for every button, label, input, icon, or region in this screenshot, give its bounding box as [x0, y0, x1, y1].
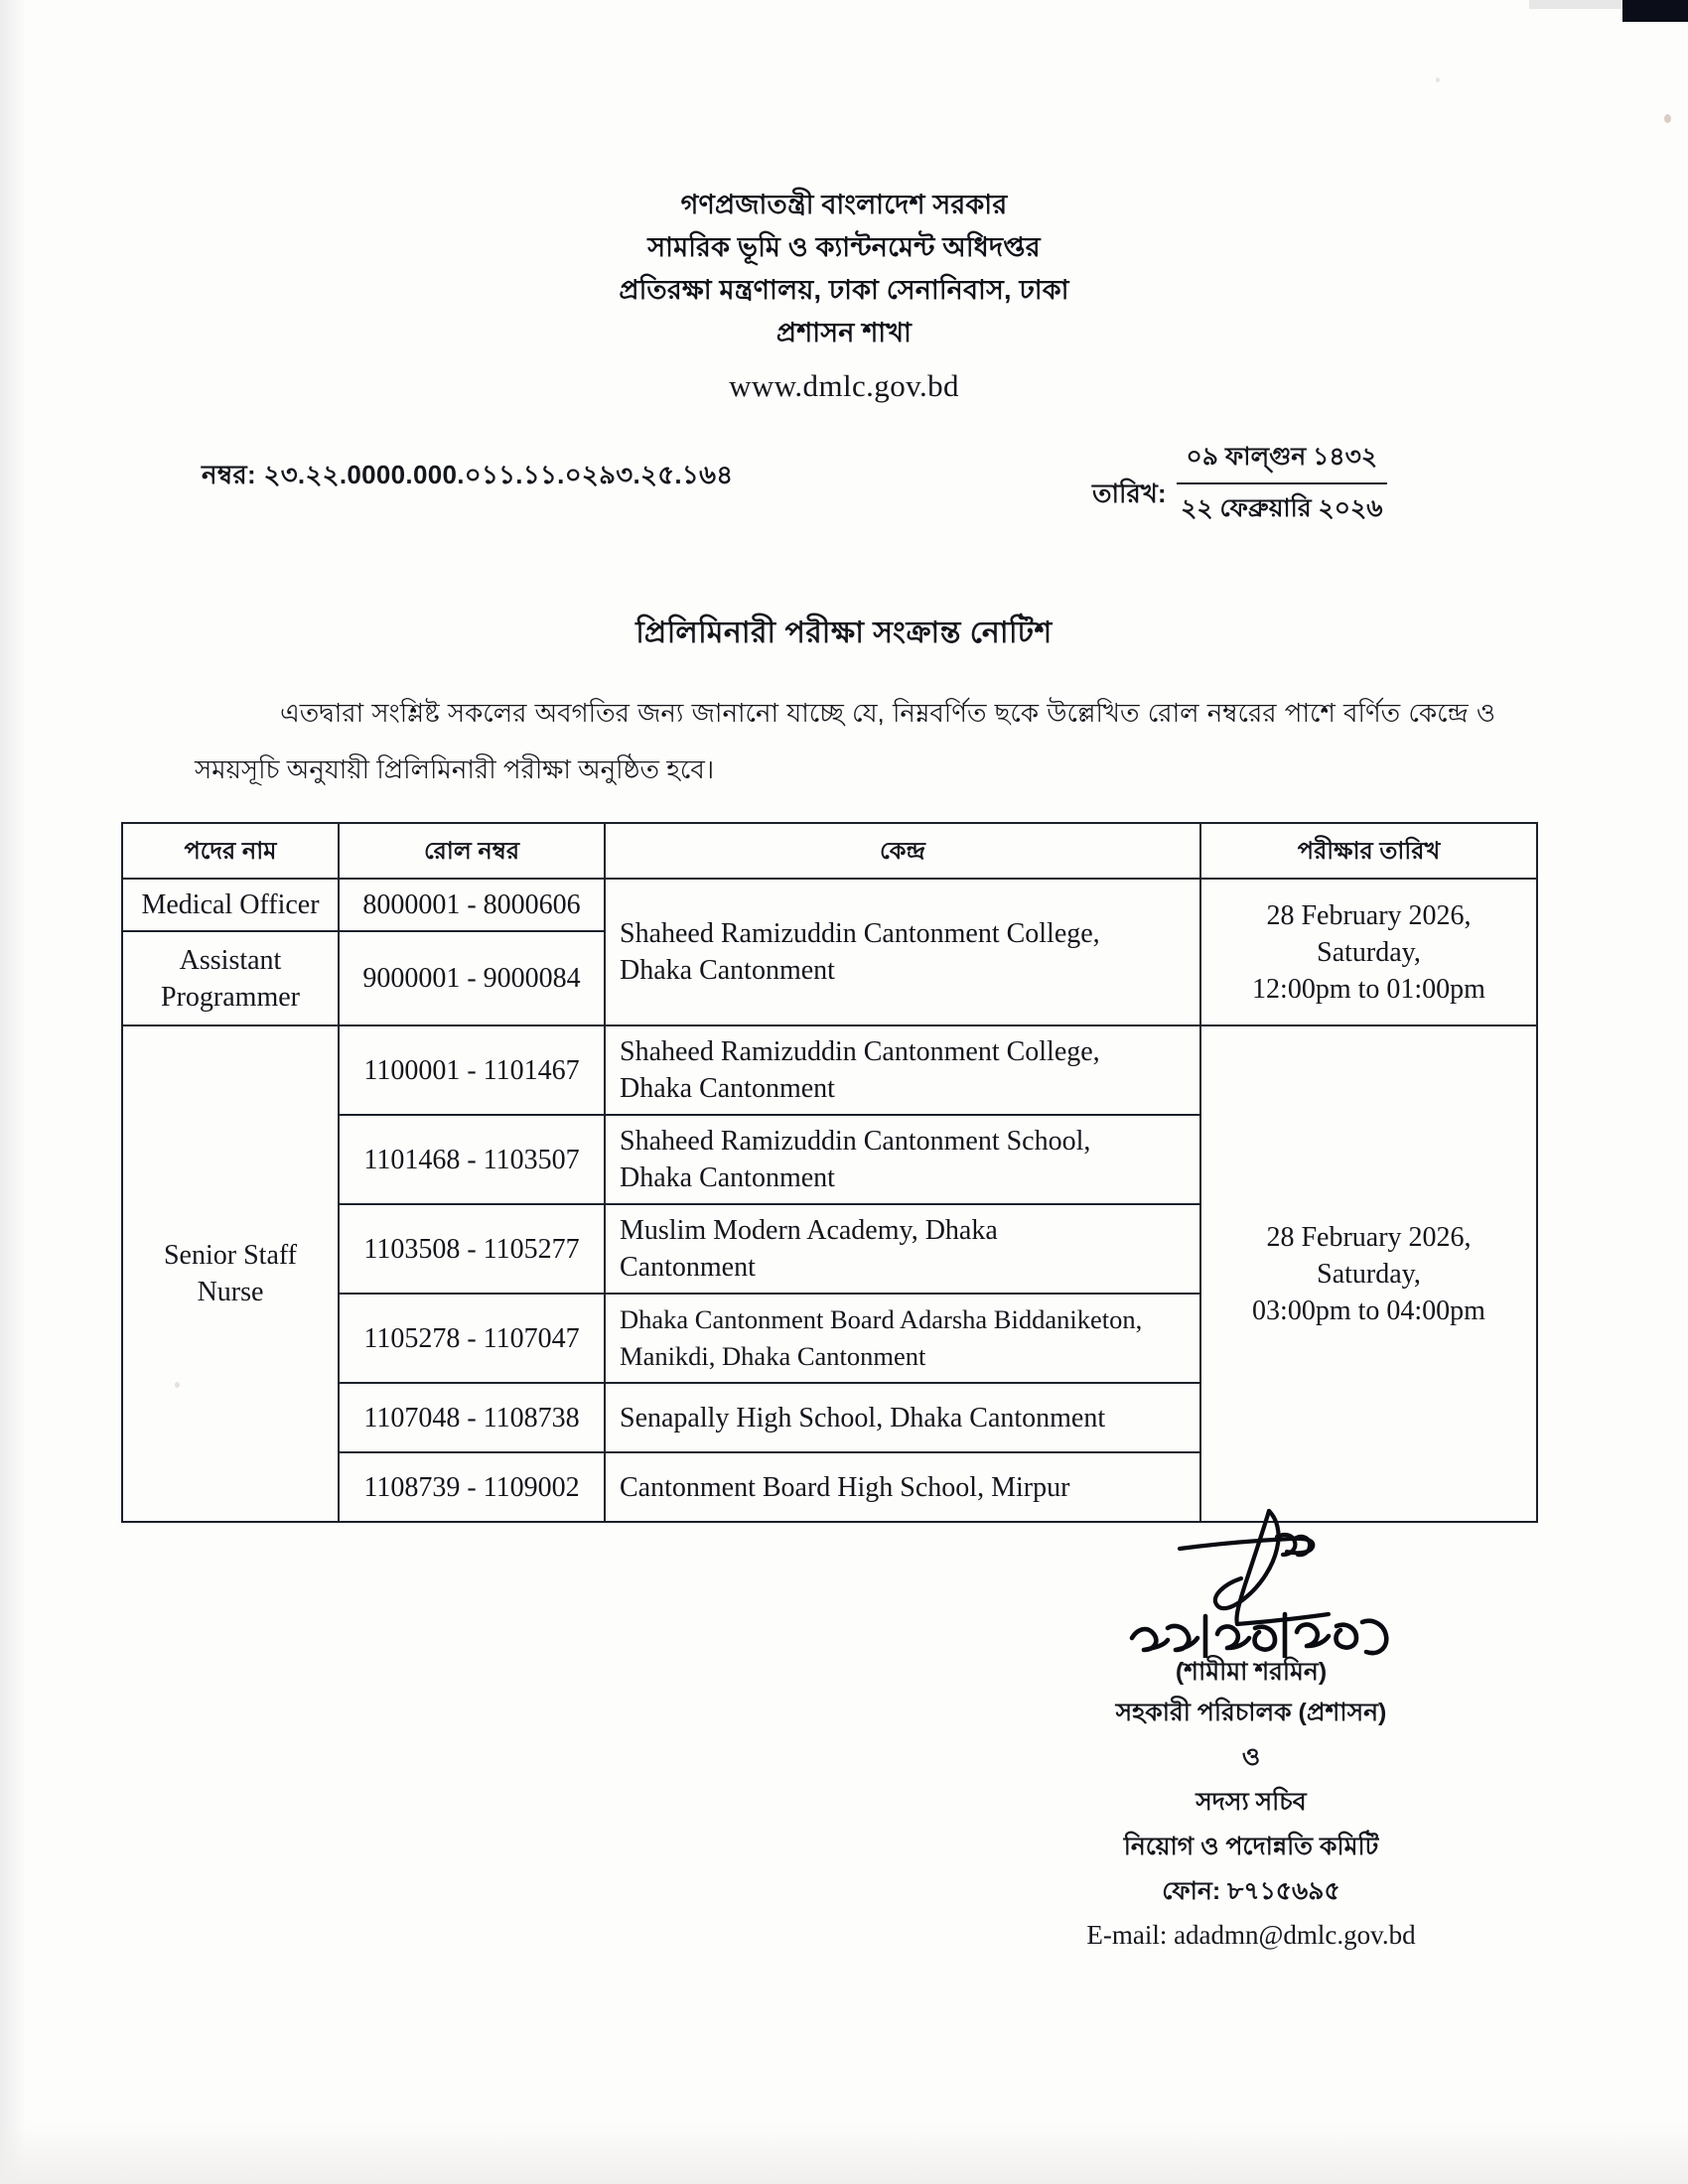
- cell-roll-range: 1101468 - 1103507: [339, 1115, 605, 1204]
- memo-number: নম্বর: ২৩.২২.0000.000.০১১.১১.০২৯৩.২৫.১৬৪: [202, 460, 734, 489]
- paper-speck: [1436, 77, 1440, 82]
- notice-body-line2: বর্ণিত কেন্দ্রে ও সময়সূচি অনুযায়ী প্রিলিমিনারী পরীক্ষা অনুষ্ঠিত হবে।: [195, 698, 1495, 784]
- cell-roll-range: 1103508 - 1105277: [339, 1204, 605, 1294]
- signatory-role: সদস্য সচিব: [1196, 1788, 1307, 1816]
- table-header-row: [122, 823, 1537, 879]
- cell-roll-range: 9000001 - 9000084: [339, 931, 605, 1025]
- letterhead: [0, 184, 1688, 404]
- signature-block: [993, 1489, 1509, 1956]
- date-line-3: 12:00pm to 01:00pm: [1252, 973, 1485, 1005]
- header-center: কেন্দ্র: [605, 823, 1200, 879]
- cell-post-medical-officer: Medical Officer: [122, 879, 339, 931]
- scan-artifact-dark: [1622, 0, 1688, 22]
- center-line-1: Dhaka Cantonment Board Adarsha Biddaniketon,: [620, 1304, 1143, 1334]
- handwritten-signature-icon: [1102, 1489, 1400, 1658]
- header-exam-date: পরীক্ষার তারিখ: [1200, 823, 1537, 879]
- cell-center-adarsha-biddaniketon: [605, 1294, 1200, 1383]
- contact-email[interactable]: E-mail: adadmn@dmlc.gov.bd: [1086, 1920, 1416, 1950]
- scan-bottom-shadow: [0, 2124, 1688, 2184]
- center-line-2: Manikdi, Dhaka Cantonment: [620, 1341, 926, 1371]
- date-line-1: 28 February 2026,: [1266, 899, 1472, 931]
- cell-center-shaheed-college-1: [605, 879, 1200, 1025]
- cell-post-assistant-programmer: [122, 931, 339, 1025]
- cell-roll-range: 1105278 - 1107047: [339, 1294, 605, 1383]
- signatory-name: (শামীমা শরমিন): [1175, 1658, 1328, 1686]
- letterhead-government: গণপ্রজাতন্ত্রী বাংলাদেশ সরকার: [680, 190, 1008, 219]
- exam-schedule-table: [121, 822, 1538, 1523]
- notice-body: [195, 685, 1495, 798]
- header-post-name: পদের নাম: [122, 823, 339, 879]
- center-line-2: Dhaka Cantonment: [620, 1162, 835, 1193]
- center-line-1: Muslim Modern Academy, Dhaka: [620, 1215, 998, 1246]
- date-line-3: 03:00pm to 04:00pm: [1252, 1295, 1485, 1326]
- cell-roll-range: 1108739 - 1109002: [339, 1452, 605, 1522]
- center-line-1: Shaheed Ramizuddin Cantonment College,: [620, 1036, 1100, 1067]
- scan-artifact-grey: [1529, 0, 1624, 9]
- cell-roll-range: 1107048 - 1108738: [339, 1383, 605, 1452]
- letterhead-branch: প্রশাসন শাখা: [775, 318, 913, 347]
- post-line-2: Programmer: [161, 981, 300, 1013]
- date-gregorian: ২২ ফেব্রুয়ারি ২০২৬: [1181, 494, 1383, 522]
- notice-title: প্রিলিমিনারী পরীক্ষা সংক্রান্ত নোটিশ: [635, 616, 1053, 649]
- notice-body-line1: এতদ্বারা সংশ্লিষ্ট সকলের অবগতির জন্য জানানো যাচ্ছে যে, নিম্নবর্ণিত ছকে উল্লেখিত রোল নম্বরের পাশে: [280, 698, 1336, 728]
- date-line-1: 28 February 2026,: [1266, 1221, 1472, 1253]
- cell-center-muslim-modern-academy: [605, 1204, 1200, 1294]
- center-line-1: Shaheed Ramizuddin Cantonment College,: [620, 918, 1100, 949]
- center-line-1: Shaheed Ramizuddin Cantonment School,: [620, 1126, 1091, 1157]
- date-bangla: ০৯ ফাল্গুন ১৪৩২: [1177, 437, 1388, 484]
- cell-center-shaheed-college-2: [605, 1025, 1200, 1115]
- header-roll-number: রোল নম্বর: [339, 823, 605, 879]
- cell-exam-date-morning: [1200, 879, 1537, 1025]
- memo-row: [0, 437, 1688, 526]
- signature-graphic: [993, 1489, 1509, 1653]
- post-line-1: Senior Staff: [163, 1240, 298, 1271]
- signatory-designation: সহকারী পরিচালক (প্রশাসন): [1115, 1699, 1387, 1726]
- cell-post-senior-staff-nurse: [122, 1025, 339, 1522]
- letterhead-ministry: প্রতিরক্ষা মন্ত্রণালয়, ঢাকা সেনানিবাস, ঢাকা: [619, 275, 1069, 305]
- cell-center-shaheed-school: [605, 1115, 1200, 1204]
- center-line-2: Dhaka Cantonment: [620, 955, 835, 986]
- post-line-1: Assistant: [179, 944, 282, 976]
- date-label: তারিখ:: [1092, 478, 1167, 508]
- date-line-2: Saturday,: [1317, 1258, 1421, 1290]
- date-line-2: Saturday,: [1317, 936, 1421, 968]
- post-line-2: Nurse: [197, 1277, 264, 1307]
- signatory-committee: নিয়োগ ও পদোন্নতি কমিটি: [1123, 1833, 1379, 1860]
- contact-phone: ফোন: ৮৭১৫৬৯৫: [1162, 1877, 1340, 1905]
- table-row: [122, 879, 1537, 931]
- table-row: [122, 1025, 1537, 1115]
- cell-center-senapally-high-school: Senapally High School, Dhaka Cantonment: [605, 1383, 1200, 1452]
- paper-speck: [1664, 114, 1671, 123]
- letterhead-website[interactable]: www.dmlc.gov.bd: [729, 368, 959, 403]
- cell-roll-range: 1100001 - 1101467: [339, 1025, 605, 1115]
- center-line-2: Cantonment: [620, 1252, 756, 1283]
- cell-roll-range: 8000001 - 8000606: [339, 879, 605, 931]
- date-stack: [1177, 437, 1388, 531]
- memo-date-group: [1092, 437, 1387, 531]
- cell-center-cantonment-board-mirpur: Cantonment Board High School, Mirpur: [605, 1452, 1200, 1522]
- letterhead-directorate: সামরিক ভূমি ও ক্যান্টনমেন্ট অধিদপ্তর: [647, 232, 1041, 262]
- signatory-conjunction: ও: [1241, 1743, 1261, 1771]
- cell-exam-date-afternoon: [1200, 1025, 1537, 1522]
- center-line-2: Dhaka Cantonment: [620, 1073, 835, 1104]
